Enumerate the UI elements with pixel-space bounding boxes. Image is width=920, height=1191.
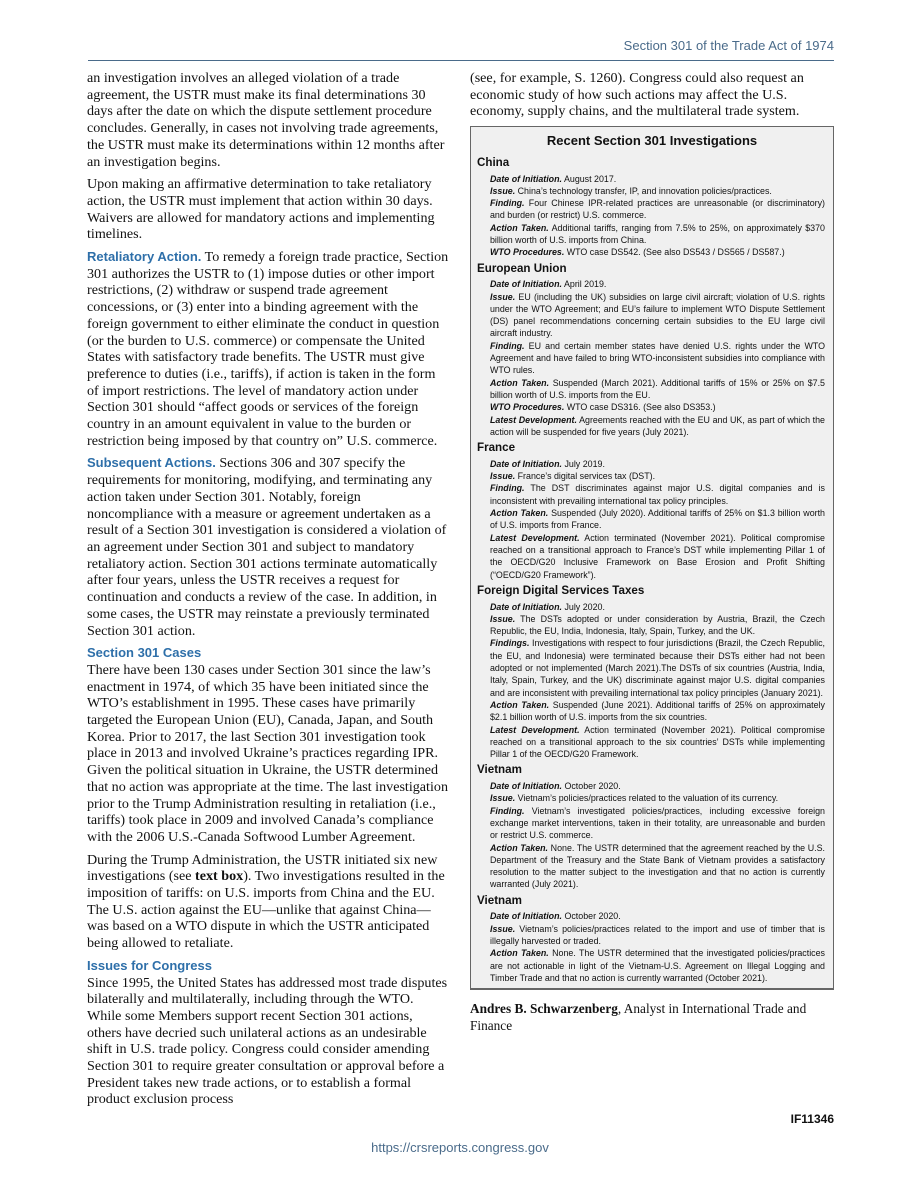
entry-text: The DSTs adopted or under consideration by Austria, Brazil, the Czech Republic, the EU, India, Indonesia, Italy, Spain, Turkey, and the UK. <box>490 613 825 637</box>
investigation-entry <box>490 458 825 470</box>
entry-text: Four Chinese IPR-related practices are unreasonable (or discriminatory) and burden (or restrict) U.S. commerce. <box>490 198 825 221</box>
entry-label: Date of Initiation. <box>490 911 562 922</box>
entry-text: EU and certain member states have denied U.S. rights under the WTO Agreement and have failed to bring WTO-inconsistent subsidies into compliance with WTO rules. <box>490 340 825 376</box>
entry-label: Date of Initiation. <box>490 601 562 612</box>
investigation-entry <box>490 414 825 439</box>
entry-text: April 2019. <box>561 279 607 290</box>
investigation-entry <box>490 197 825 222</box>
entry-label: Latest Development. <box>490 414 577 425</box>
investigation-country: Vietnam <box>477 893 522 907</box>
investigation-entry <box>490 613 825 638</box>
entry-text: WTO case DS316. (See also DS353.) <box>564 402 716 413</box>
entry-text: France’s digital services tax (DST). <box>515 471 656 482</box>
entry-label: Action Taken. <box>490 948 549 959</box>
entry-label: Action Taken. <box>490 377 550 388</box>
entry-text: Suspended (March 2021). Additional tariffs of 15% or 25% on $7.5 billion worth of U.S. imports from the EU. <box>490 377 825 400</box>
entry-label: WTO Procedures. <box>490 247 565 258</box>
entry-text: The DST discriminates against major U.S. digital companies and is inconsistent with prevailing international tax policy principles. <box>490 483 825 506</box>
investigation-entry <box>490 246 825 258</box>
section-heading: Retaliatory Action. <box>87 249 202 265</box>
entry-text: July 2019. <box>561 458 605 469</box>
investigation-country: Foreign Digital Services Taxes <box>477 583 645 597</box>
document-number: IF11346 <box>790 1112 834 1126</box>
footer-url: https://crsreports.congress.gov <box>371 1140 549 1155</box>
investigation-entry <box>490 173 825 185</box>
entry-label: Action Taken. <box>490 508 549 519</box>
text-box-title: Recent Section 301 Investigations <box>546 133 758 149</box>
investigation-country: France <box>477 441 516 455</box>
text-box-reference: text box <box>195 868 244 885</box>
section-heading: Issues for Congress <box>87 957 212 973</box>
entry-label: Finding. <box>490 805 525 816</box>
investigation-entry <box>490 780 825 792</box>
entry-label: Issue. <box>490 291 516 302</box>
trump-paragraph: During the Trump Administration, the USTR initiated six new investigations (see text box). Two investigations resulted in the imposition of tariffs: on U.S. imports from China and the EU. The U.S. action against the EU—unlike that against China—was based on a WTO dispute in which the USTR anticipated being allowed to retaliate. <box>87 851 445 952</box>
entry-text: Vietnam’s investigated policies/practices, including excessive foreign exchange market interventions, taken in their totality, are unreasonable and burden or restrict U.S. commerce. <box>490 805 825 841</box>
entry-label: Action Taken. <box>490 222 549 233</box>
entry-label: Latest Development. <box>490 724 580 735</box>
investigation-entry <box>490 637 825 698</box>
entry-text: October 2020. <box>561 781 621 792</box>
investigation-entry <box>490 805 825 842</box>
investigation-entry <box>490 482 825 507</box>
investigations-text-box <box>470 126 834 990</box>
entry-label: Date of Initiation. <box>490 279 562 290</box>
investigation-entry <box>490 222 825 247</box>
entry-text: Suspended (June 2021). Additional tariffs of 25% on approximately $2.1 billion worth of U.S. imports from the six countries. <box>490 699 825 723</box>
entry-label: Issue. <box>490 793 516 804</box>
entry-text: July 2020. <box>561 601 605 612</box>
entry-label: Issue. <box>490 471 516 482</box>
entry-label: Findings. <box>490 638 530 649</box>
paragraph-text: Sections 306 and 307 specify the requirements for monitoring, modifying, and terminating any action taken under Section 301. Notably, foreign noncompliance with a measure or agreement undertaken as a result of a Section 301 investigation is considered a violation of an agreement under Section 301 and subject to mandatory retaliatory action. Section 301 actions terminate automatically after four years, unless the USTR receives a request for continuation and conducts a review of the case. In addition, in some cases, the USTR may reinstate a previously terminated Section 301 action. <box>87 455 447 639</box>
section-heading: Section 301 Cases <box>87 645 202 661</box>
left-column <box>87 70 449 1114</box>
investigation-entry <box>490 842 825 891</box>
right-column <box>470 70 834 1034</box>
investigations-list <box>477 155 827 984</box>
entry-text: Investigations with respect to four jurisdictions (Brazil, the Czech Republic, the EU, and Indonesia) were terminated because their DSTs either had not been adopted or not implemented (March 2021).The DSTs of six countries (Austria, India, Italy, Spain, Turkey, and the UK) discriminate against major U.S. digital companies and are inconsistent with prevailing international tax policy principles (January 2021). <box>490 638 825 698</box>
author-name: Andres B. Schwarzenberg <box>470 1001 618 1017</box>
entry-label: Date of Initiation. <box>490 458 562 469</box>
paragraph: an investigation involves an alleged violation of a trade agreement, the USTR must make its final determinations 30 days after the date on which the dispute settlement procedure concludes. Generally, in cases not involving trade agreements, the USTR must make its determinations within 12 months after an investigation begins. <box>87 70 445 170</box>
entry-text: Action terminated (November 2021). Political compromise reached on a transitional approach to France’s DST while implementing Pillar 1 of the OECD/G20 Inclusive Framework on Base Erosion and Profit Shifting (“OECD/G20 Framework”). <box>490 532 825 580</box>
investigation-entry <box>490 401 825 413</box>
entry-text: WTO case DS542. (See also DS543 / DS565 / DS587.) <box>564 247 785 258</box>
entry-text: EU (including the UK) subsidies on large civil aircraft; violation of U.S. rights under the WTO Agreement; and EU’s failure to implement WTO Dispute Settlement (DS) panel recommendations concerning certain subsidies to the EU large civil aircraft industry. <box>490 291 825 339</box>
entry-text: China’s technology transfer, IP, and innovation policies/practices. <box>515 185 772 196</box>
entry-text: Agreements reached with the EU and UK, as part of which the action will be suspended for five years (July 2021). <box>490 414 825 437</box>
issues-section <box>87 958 449 1108</box>
entry-text: Action terminated (November 2021). Political compromise reached on a transitional approach to the six countries’ DSTs while implementing Pillar 1 of the OECD/G20 Framework. <box>490 724 825 760</box>
entry-label: Latest Development. <box>490 532 580 543</box>
paragraph-text: To remedy a foreign trade practice, Section 301 authorizes the USTR to (1) impose duties or other import restrictions, (2) withdraw or suspend trade agreement concessions, or (3) enter into a binding agreement with the foreign government to either eliminate the conduct in question (or the burden to U.S. commerce) or compensate the United States with satisfactory trade benefits. The USTR must give preference to duties (i.e., tariffs), if action is taken in the form of import restrictions. The level of mandatory action under Section 301 should “affect goods or services of the foreign country in an amount equivalent in value to the burden or restriction being imposed by that country on” U.S. commerce. <box>87 249 449 449</box>
entry-text: Vietnam’s policies/practices related to the valuation of its currency. <box>515 793 779 804</box>
investigation-country: China <box>477 155 510 169</box>
investigation-entry <box>490 792 825 804</box>
entry-text: None. The USTR determined that the investigated policies/practices are not actionable in light of the Vietnam-U.S. Agreement on Illegal Logging and Timber Trade and that no action is currently warranted (October 2021). <box>490 948 825 983</box>
investigation-entry <box>490 377 825 402</box>
investigation-entry <box>490 923 825 948</box>
investigation-country: European Union <box>477 261 567 275</box>
entry-label: Issue. <box>490 613 516 624</box>
investigation-entry <box>490 910 825 922</box>
header-divider <box>88 60 834 61</box>
investigation-entry <box>490 185 825 197</box>
author-line <box>470 1000 834 1034</box>
entry-label: Finding. <box>490 340 525 351</box>
investigation-entry <box>490 470 825 482</box>
entry-label: Issue. <box>490 923 516 934</box>
entry-label: Finding. <box>490 483 525 494</box>
author-role: , Analyst in International Trade and Finance <box>470 1001 807 1034</box>
investigation-entry <box>490 291 825 340</box>
entry-label: Action Taken. <box>490 842 549 853</box>
paragraph-text: Since 1995, the United States has addressed most trade disputes bilaterally and multilaterally, including through the WTO. While some Members support recent Section 301 actions, others have decried such unilateral actions as an undesirable shift in U.S. trade policy. Congress could consider amending Section 301 to require greater consultation or approval before a President takes new trade actions, or to establish a formal product exclusion process <box>87 974 448 1108</box>
entry-text: August 2017. <box>561 173 617 184</box>
section-heading: Subsequent Actions. <box>87 455 216 471</box>
entry-label: Date of Initiation. <box>490 173 562 184</box>
investigation-entry <box>490 699 825 724</box>
investigation-entry <box>490 724 825 761</box>
page-header: Section 301 of the Trade Act of 1974 <box>623 38 834 53</box>
investigation-entry <box>490 278 825 290</box>
entry-text: Additional tariffs, ranging from 7.5% to 25%, on approximately $370 billion worth of U.S. imports from China. <box>490 222 825 245</box>
entry-label: WTO Procedures. <box>490 402 565 413</box>
retaliatory-action-paragraph <box>87 249 449 449</box>
paragraph: Upon making an affirmative determination to take retaliatory action, the USTR must implement that action within 30 days. Waivers are allowed for mandatory actions and implementing timelines. <box>87 176 435 243</box>
cases-section <box>87 645 449 845</box>
paragraph-text: There have been 130 cases under Section 301 since the law’s enactment in 1974, of which 35 have been initiated since the WTO’s establishment in 1995. These cases have primarily targeted the European Union (EU), Canada, Japan, and South Korea. Prior to 2017, the last Section 301 investigation took place in 2013 and involved Ukraine’s practices regarding IPR. Given the political situation in Ukraine, the USTR determined that no action was appropriate at the time. The last investigation prior to the Trump Administration resulting in retaliation (i.e., tariffs) took place in 2009 and involved Canada’s compliance with the 2006 U.S.-Canada Softwood Lumber Agreement. <box>87 661 448 845</box>
subsequent-actions-paragraph <box>87 455 449 639</box>
investigation-entry <box>490 947 825 984</box>
entry-text: None. The USTR determined that the agreement reached by the U.S. Department of the Treasury and the State Bank of Vietnam provides a satisfactory resolution to the matter subject to the investigation and that no action is currently warranted (July 2021). <box>490 842 825 890</box>
entry-text: Suspended (July 2020). Additional tariffs of 25% on $1.3 billion worth of U.S. imports from France. <box>490 508 825 531</box>
entry-label: Issue. <box>490 185 516 196</box>
investigation-entry <box>490 340 825 377</box>
entry-text: Vietnam’s policies/practices related to the import and use of timber that is illegally harvested or traded. <box>490 923 825 947</box>
entry-label: Finding. <box>490 198 525 209</box>
investigation-entry <box>490 532 825 581</box>
investigation-entry <box>490 507 825 532</box>
entry-text: October 2020. <box>561 911 621 922</box>
entry-label: Date of Initiation. <box>490 781 562 792</box>
investigation-country: Vietnam <box>477 763 522 777</box>
paragraph: (see, for example, S. 1260). Congress could also request an economic study of how such actions may affect the U.S. economy, supply chains, and the multilateral trade system. <box>470 70 804 120</box>
entry-label: Action Taken. <box>490 699 550 710</box>
investigation-entry <box>490 601 825 613</box>
